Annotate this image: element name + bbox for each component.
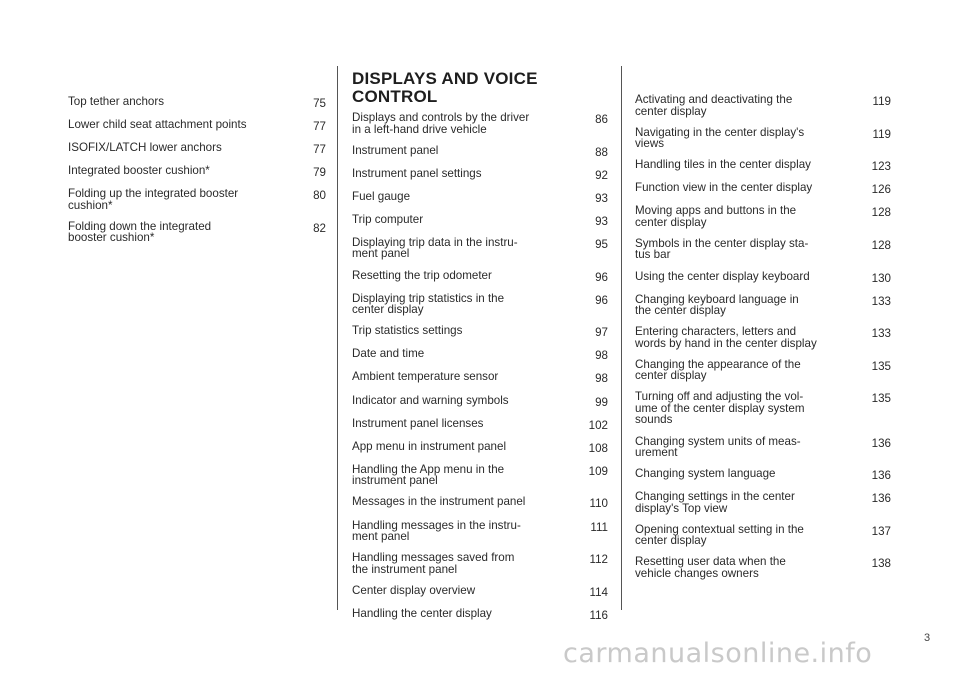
toc-entry-title: Trip computer: [352, 212, 424, 226]
toc-entry[interactable]: [352, 552, 608, 575]
toc-entry[interactable]: [352, 608, 608, 622]
toc-entry-page: 79: [313, 166, 326, 180]
toc-entry[interactable]: [352, 348, 608, 362]
toc-entry-page: 102: [588, 418, 608, 432]
toc-entry[interactable]: [635, 182, 891, 196]
toc-entry-page: 82: [313, 221, 326, 235]
toc-entry[interactable]: [635, 159, 891, 173]
toc-entry-page: 114: [589, 585, 608, 599]
toc-entry[interactable]: [68, 221, 326, 244]
toc-entry[interactable]: [68, 165, 326, 179]
toc-entry-page: 93: [595, 214, 608, 228]
toc-entry-title: Displaying trip data in the instru- ment panel: [352, 235, 518, 261]
toc-entry[interactable]: [635, 468, 891, 482]
toc-entry-title: Handling the center display: [352, 606, 492, 620]
toc-entry-page: 135: [871, 392, 891, 406]
toc-entry[interactable]: [635, 491, 891, 514]
toc-entry[interactable]: [635, 294, 891, 317]
toc-entry-title: Handling messages in the instru- ment panel: [352, 518, 521, 543]
toc-entry-page: 128: [871, 238, 891, 252]
toc-entry-page: 112: [589, 553, 608, 567]
toc-entry[interactable]: [352, 418, 608, 432]
toc-entry[interactable]: [352, 293, 608, 316]
toc-entry-title: Handling tiles in the center display: [635, 158, 811, 172]
toc-entry[interactable]: [635, 359, 891, 382]
toc-entry[interactable]: [352, 237, 608, 260]
toc-entry[interactable]: [635, 271, 891, 285]
toc-entry-title: Trip statistics settings: [352, 324, 463, 338]
toc-entry-title: Entering characters, letters and words by hand in the center display: [635, 325, 817, 350]
toc-entry-page: 133: [871, 294, 891, 308]
toc-entry[interactable]: [352, 325, 608, 339]
toc-entry-page: 99: [595, 395, 608, 409]
toc-entry[interactable]: [635, 556, 891, 579]
toc-entry[interactable]: [68, 119, 326, 133]
toc-entry[interactable]: [635, 524, 891, 547]
toc-entry[interactable]: [352, 145, 608, 159]
toc-entry[interactable]: [352, 395, 608, 409]
toc-entry[interactable]: [352, 520, 608, 543]
toc-entry-page: 75: [313, 97, 326, 110]
toc-column-3: [635, 94, 891, 589]
toc-entry[interactable]: [635, 94, 891, 117]
toc-entry-title: Fuel gauge: [352, 189, 411, 203]
toc-entry-page: 128: [871, 206, 891, 220]
toc-entry-page: 116: [589, 608, 608, 622]
toc-entry-title: Activating and deactivating the center display: [635, 93, 793, 118]
toc-entry-page: 98: [595, 372, 608, 386]
toc-entry-title: Handling the App menu in the instrument panel: [352, 462, 505, 488]
toc-entry-title: Navigating in the center display's views: [635, 125, 805, 151]
toc-entry-title: Handling messages saved from the instrument panel: [352, 551, 515, 576]
toc-entry-page: 92: [595, 168, 608, 182]
toc-entry-title: Resetting user data when the vehicle changes owners: [635, 555, 786, 580]
toc-entry-title: Changing keyboard language in the center display: [635, 292, 799, 318]
toc-entry-title: Ambient temperature sensor: [352, 370, 499, 384]
toc-entry-title: Integrated booster cushion*: [68, 164, 210, 178]
toc-entry-page: 96: [595, 270, 608, 284]
toc-entry-page: 133: [871, 327, 891, 341]
toc-entry-page: 80: [313, 189, 326, 203]
page-number: 3: [924, 632, 931, 644]
toc-entry-page: 77: [313, 143, 326, 157]
toc-entry-page: 110: [589, 497, 608, 511]
toc-entry[interactable]: [352, 585, 608, 599]
toc-entry-title: Messages in the instrument panel: [352, 495, 526, 509]
toc-entry-title: Lower child seat attachment points: [68, 118, 247, 132]
toc-entry-title: Instrument panel: [352, 143, 439, 157]
toc-entry-page: 98: [595, 349, 608, 363]
toc-entry-page: 93: [595, 191, 608, 205]
toc-entry-page: 119: [872, 95, 891, 108]
toc-entry-title: Changing system language: [635, 467, 776, 481]
toc-entry[interactable]: [635, 391, 891, 426]
toc-entry-title: Changing the appearance of the center display: [635, 357, 801, 383]
toc-entry-title: Indicator and warning symbols: [352, 393, 509, 407]
toc-entry[interactable]: [352, 168, 608, 182]
toc-entry[interactable]: [352, 371, 608, 385]
toc-entry-title: Function view in the center display: [635, 181, 813, 195]
toc-entry[interactable]: [352, 191, 608, 205]
toc-entry-title: Changing system units of meas- urement: [635, 434, 801, 460]
toc-entry[interactable]: [68, 142, 326, 156]
toc-entry-title: Top tether anchors: [68, 95, 165, 108]
toc-entry-page: 96: [595, 293, 608, 307]
section-heading: DISPLAYS AND VOICE CONTROL: [352, 69, 538, 106]
column-divider: [337, 66, 338, 610]
toc-entry-title: Center display overview: [352, 583, 476, 597]
toc-column-1: [68, 96, 326, 254]
toc-entry-title: Changing settings in the center display's Top view: [635, 490, 795, 515]
toc-entry-page: 88: [595, 145, 608, 159]
toc-entry-page: 137: [871, 524, 891, 538]
toc-entry-title: ISOFIX/LATCH lower anchors: [68, 141, 222, 155]
toc-entry-page: 77: [313, 120, 326, 134]
toc-entry-page: 97: [595, 326, 608, 340]
toc-entry-title: Instrument panel licenses: [352, 416, 484, 430]
toc-entry-title: Symbols in the center display sta- tus bar: [635, 236, 809, 262]
toc-entry-page: 119: [872, 127, 891, 141]
toc-entry[interactable]: [635, 436, 891, 459]
toc-entry-page: 136: [871, 436, 891, 450]
toc-entry-title: Date and time: [352, 347, 425, 361]
toc-entry[interactable]: [352, 270, 608, 284]
toc-entry-page: 126: [871, 183, 891, 197]
toc-entry[interactable]: [352, 441, 608, 455]
toc-entry-title: Instrument panel settings: [352, 166, 482, 180]
toc-entry-title: Using the center display keyboard: [635, 269, 810, 283]
toc-entry[interactable]: [68, 188, 326, 211]
toc-entry-title: Displays and controls by the driver in a left-hand drive vehicle: [352, 111, 530, 136]
toc-entry-page: 136: [871, 492, 891, 506]
toc-column-2: [352, 70, 608, 631]
toc-entry-title: Displaying trip statistics in the center display: [352, 291, 505, 317]
toc-entry-page: 109: [588, 464, 608, 478]
toc-entry-page: 95: [595, 237, 608, 251]
column-divider: [621, 66, 622, 610]
toc-entry[interactable]: [352, 464, 608, 487]
toc-entry-title: Moving apps and buttons in the center display: [635, 204, 797, 229]
toc-entry[interactable]: [352, 214, 608, 228]
toc-entry-page: 111: [590, 520, 608, 534]
toc-entry-title: Turning off and adjusting the vol- ume of the center display system sounds: [635, 390, 805, 427]
toc-entry-title: Opening contextual setting in the center display: [635, 522, 804, 548]
toc-entry-page: 130: [871, 271, 891, 285]
toc-entry-title: Folding up the integrated booster cushion*: [68, 187, 239, 212]
toc-entry[interactable]: [635, 127, 891, 150]
toc-entry[interactable]: [352, 496, 608, 510]
watermark: carmanualsonline.info: [563, 638, 873, 669]
toc-entry-page: 108: [588, 441, 608, 455]
toc-entry-title: Resetting the trip odometer: [352, 268, 492, 282]
toc-entry[interactable]: [635, 238, 891, 261]
toc-entry-page: 135: [871, 359, 891, 373]
toc-entry-page: 136: [871, 469, 891, 483]
toc-entry-title: Folding down the integrated booster cushion*: [68, 219, 212, 245]
toc-entry[interactable]: [352, 112, 608, 135]
toc-entry[interactable]: [635, 205, 891, 228]
toc-entry-page: 86: [595, 113, 608, 126]
toc-entry-title: App menu in instrument panel: [352, 439, 507, 453]
toc-list: [352, 112, 608, 621]
toc-entry[interactable]: [68, 96, 326, 110]
toc-entry[interactable]: [635, 326, 891, 349]
toc-entry-page: 123: [871, 160, 891, 174]
toc-entry-page: 138: [871, 557, 891, 571]
